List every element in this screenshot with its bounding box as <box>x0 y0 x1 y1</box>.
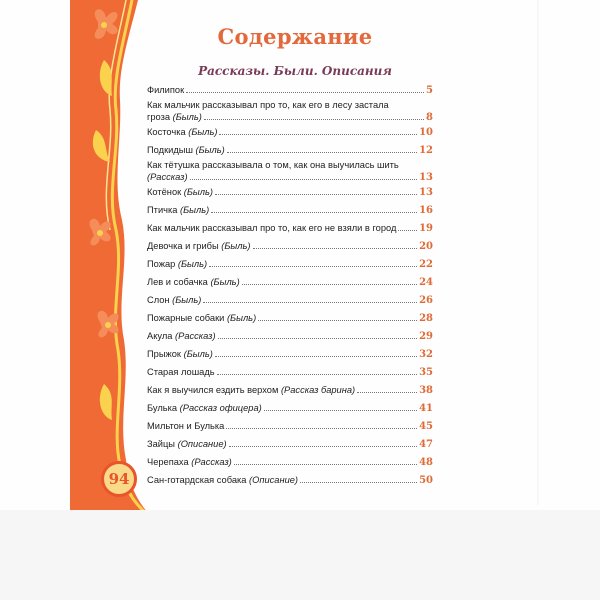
toc-entry-page: 35 <box>419 367 433 378</box>
toc-entry-title: гроза <box>147 112 171 122</box>
toc-entry-genre: (Рассказ) <box>175 331 216 341</box>
toc-entry-page: 26 <box>419 295 433 306</box>
toc-entry[interactable] <box>147 122 433 140</box>
toc-entry-page: 32 <box>419 349 433 360</box>
toc-entry-genre: (Быль) <box>180 205 210 215</box>
dot-leader <box>253 248 418 249</box>
dot-leader <box>218 338 418 339</box>
toc-entry[interactable] <box>147 182 433 200</box>
dot-leader <box>242 284 417 285</box>
toc-entry-title: Девочка и грибы <box>147 241 219 251</box>
toc-entry-title: Филипок <box>147 85 185 95</box>
toc-entry[interactable] <box>147 326 433 344</box>
dot-leader <box>190 179 418 180</box>
toc-entry-genre: (Описание) <box>177 439 227 449</box>
toc-entry[interactable] <box>147 380 433 398</box>
toc-entry-title: Булька <box>147 403 178 413</box>
toc-entry-genre: (Рассказ) <box>147 172 188 182</box>
dot-leader <box>217 374 417 375</box>
dot-leader <box>229 446 417 447</box>
toc-entry-genre: (Быль) <box>172 112 202 122</box>
toc-entry[interactable] <box>147 434 433 452</box>
scan-margin <box>0 510 600 600</box>
dot-leader <box>211 212 417 213</box>
toc-entry[interactable] <box>147 98 433 122</box>
dot-leader <box>226 428 417 429</box>
toc-entry[interactable] <box>147 200 433 218</box>
dot-leader <box>219 134 417 135</box>
toc-entry-genre: (Быль) <box>195 145 225 155</box>
toc-entry[interactable] <box>147 308 433 326</box>
toc-entry[interactable] <box>147 80 433 98</box>
dot-leader <box>186 92 424 93</box>
toc-entry-page: 5 <box>426 85 433 96</box>
dot-leader <box>227 152 417 153</box>
toc-entry-page: 13 <box>419 172 433 183</box>
toc-entry-title: Черепаха <box>147 457 189 467</box>
dot-leader <box>234 464 417 465</box>
toc-entry-genre: (Быль) <box>226 313 257 323</box>
table-of-contents <box>147 80 433 488</box>
toc-entry-genre: (Рассказ барина) <box>280 385 356 395</box>
toc-entry-genre: (Быль) <box>188 127 218 137</box>
toc-entry-page: 41 <box>419 403 433 414</box>
toc-entry-title: Косточка <box>147 127 186 137</box>
toc-entry-title: Как я выучился ездить верхом <box>147 385 279 395</box>
toc-entry[interactable] <box>147 416 433 434</box>
toc-entry-page: 47 <box>419 439 433 450</box>
toc-entry-page: 29 <box>419 331 433 342</box>
section-heading: Рассказы. Были. Описания <box>198 64 392 78</box>
dot-leader <box>215 194 417 195</box>
dot-leader <box>258 320 417 321</box>
toc-entry[interactable] <box>147 290 433 308</box>
dot-leader <box>204 119 424 120</box>
toc-entry[interactable] <box>147 158 433 182</box>
toc-entry[interactable] <box>147 272 433 290</box>
toc-entry-title: Зайцы <box>147 439 175 449</box>
toc-entry[interactable] <box>147 344 433 362</box>
toc-entry-page: 48 <box>419 457 433 468</box>
toc-entry-title: Лев и собачка <box>147 277 208 287</box>
toc-entry-title: Подкидыш <box>147 145 193 155</box>
dot-leader <box>357 392 417 393</box>
toc-entry-title: Сан-готардская собака <box>147 475 247 485</box>
toc-entry-title: Мильтон и Булька <box>147 421 225 431</box>
toc-entry[interactable] <box>147 362 433 380</box>
toc-entry-genre: (Быль) <box>172 295 202 305</box>
toc-entry[interactable] <box>147 218 433 236</box>
toc-entry[interactable] <box>147 452 433 470</box>
toc-entry-page: 38 <box>419 385 433 396</box>
toc-entry-title: Слон <box>147 295 170 305</box>
toc-entry-genre: (Быль) <box>183 187 213 197</box>
dot-leader <box>209 266 417 267</box>
toc-entry-title: Прыжок <box>147 349 181 359</box>
toc-entry-page: 50 <box>419 475 433 486</box>
toc-entry-title: Пожарные собаки <box>147 313 225 323</box>
toc-entry[interactable] <box>147 236 433 254</box>
toc-entry-page: 19 <box>419 223 433 234</box>
toc-entry-page: 20 <box>419 241 433 252</box>
toc-entry-title: Акула <box>147 331 173 341</box>
toc-entry[interactable] <box>147 140 433 158</box>
toc-entry-page: 10 <box>419 127 433 138</box>
toc-entry-title: Как мальчик рассказывал про то, как его в лесу застала <box>147 100 389 110</box>
toc-entry-genre: (Быль) <box>221 241 251 251</box>
toc-entry-title: Пожар <box>147 259 176 269</box>
toc-entry[interactable] <box>147 398 433 416</box>
dot-leader <box>203 302 417 303</box>
toc-entry-page: 28 <box>419 313 433 324</box>
toc-entry-title: Как мальчик рассказывал про то, как его не взяли в город <box>147 223 397 233</box>
dot-leader <box>300 482 417 483</box>
toc-entry-genre: (Быль) <box>177 259 208 269</box>
toc-entry-page: 45 <box>419 421 433 432</box>
dot-leader <box>398 230 417 231</box>
toc-entry-page: 16 <box>419 205 433 216</box>
toc-entry-page: 12 <box>419 145 433 156</box>
toc-entry-title: Птичка <box>147 205 178 215</box>
toc-entry-genre: (Описание) <box>249 475 299 485</box>
toc-entry-title: Старая лошадь <box>147 367 215 377</box>
toc-entry-genre: (Рассказ) <box>191 457 232 467</box>
toc-entry-page: 8 <box>426 112 433 123</box>
dot-leader <box>264 410 417 411</box>
toc-entry-page: 24 <box>419 277 433 288</box>
toc-entry-genre: (Быль) <box>210 277 240 287</box>
dot-leader <box>215 356 417 357</box>
page-number-badge: 94 <box>101 461 137 497</box>
toc-entry-page: 13 <box>419 187 433 198</box>
toc-entry-title: Как тётушка рассказывала о том, как она выучилась шить <box>147 160 399 170</box>
toc-entry[interactable] <box>147 254 433 272</box>
page-title: Содержание <box>217 24 373 49</box>
toc-entry[interactable] <box>147 470 433 488</box>
toc-entry-title: Котёнок <box>147 187 182 197</box>
toc-entry-genre: (Рассказ офицера) <box>179 403 262 413</box>
toc-entry-page: 22 <box>419 259 433 270</box>
toc-entry-genre: (Быль) <box>183 349 213 359</box>
